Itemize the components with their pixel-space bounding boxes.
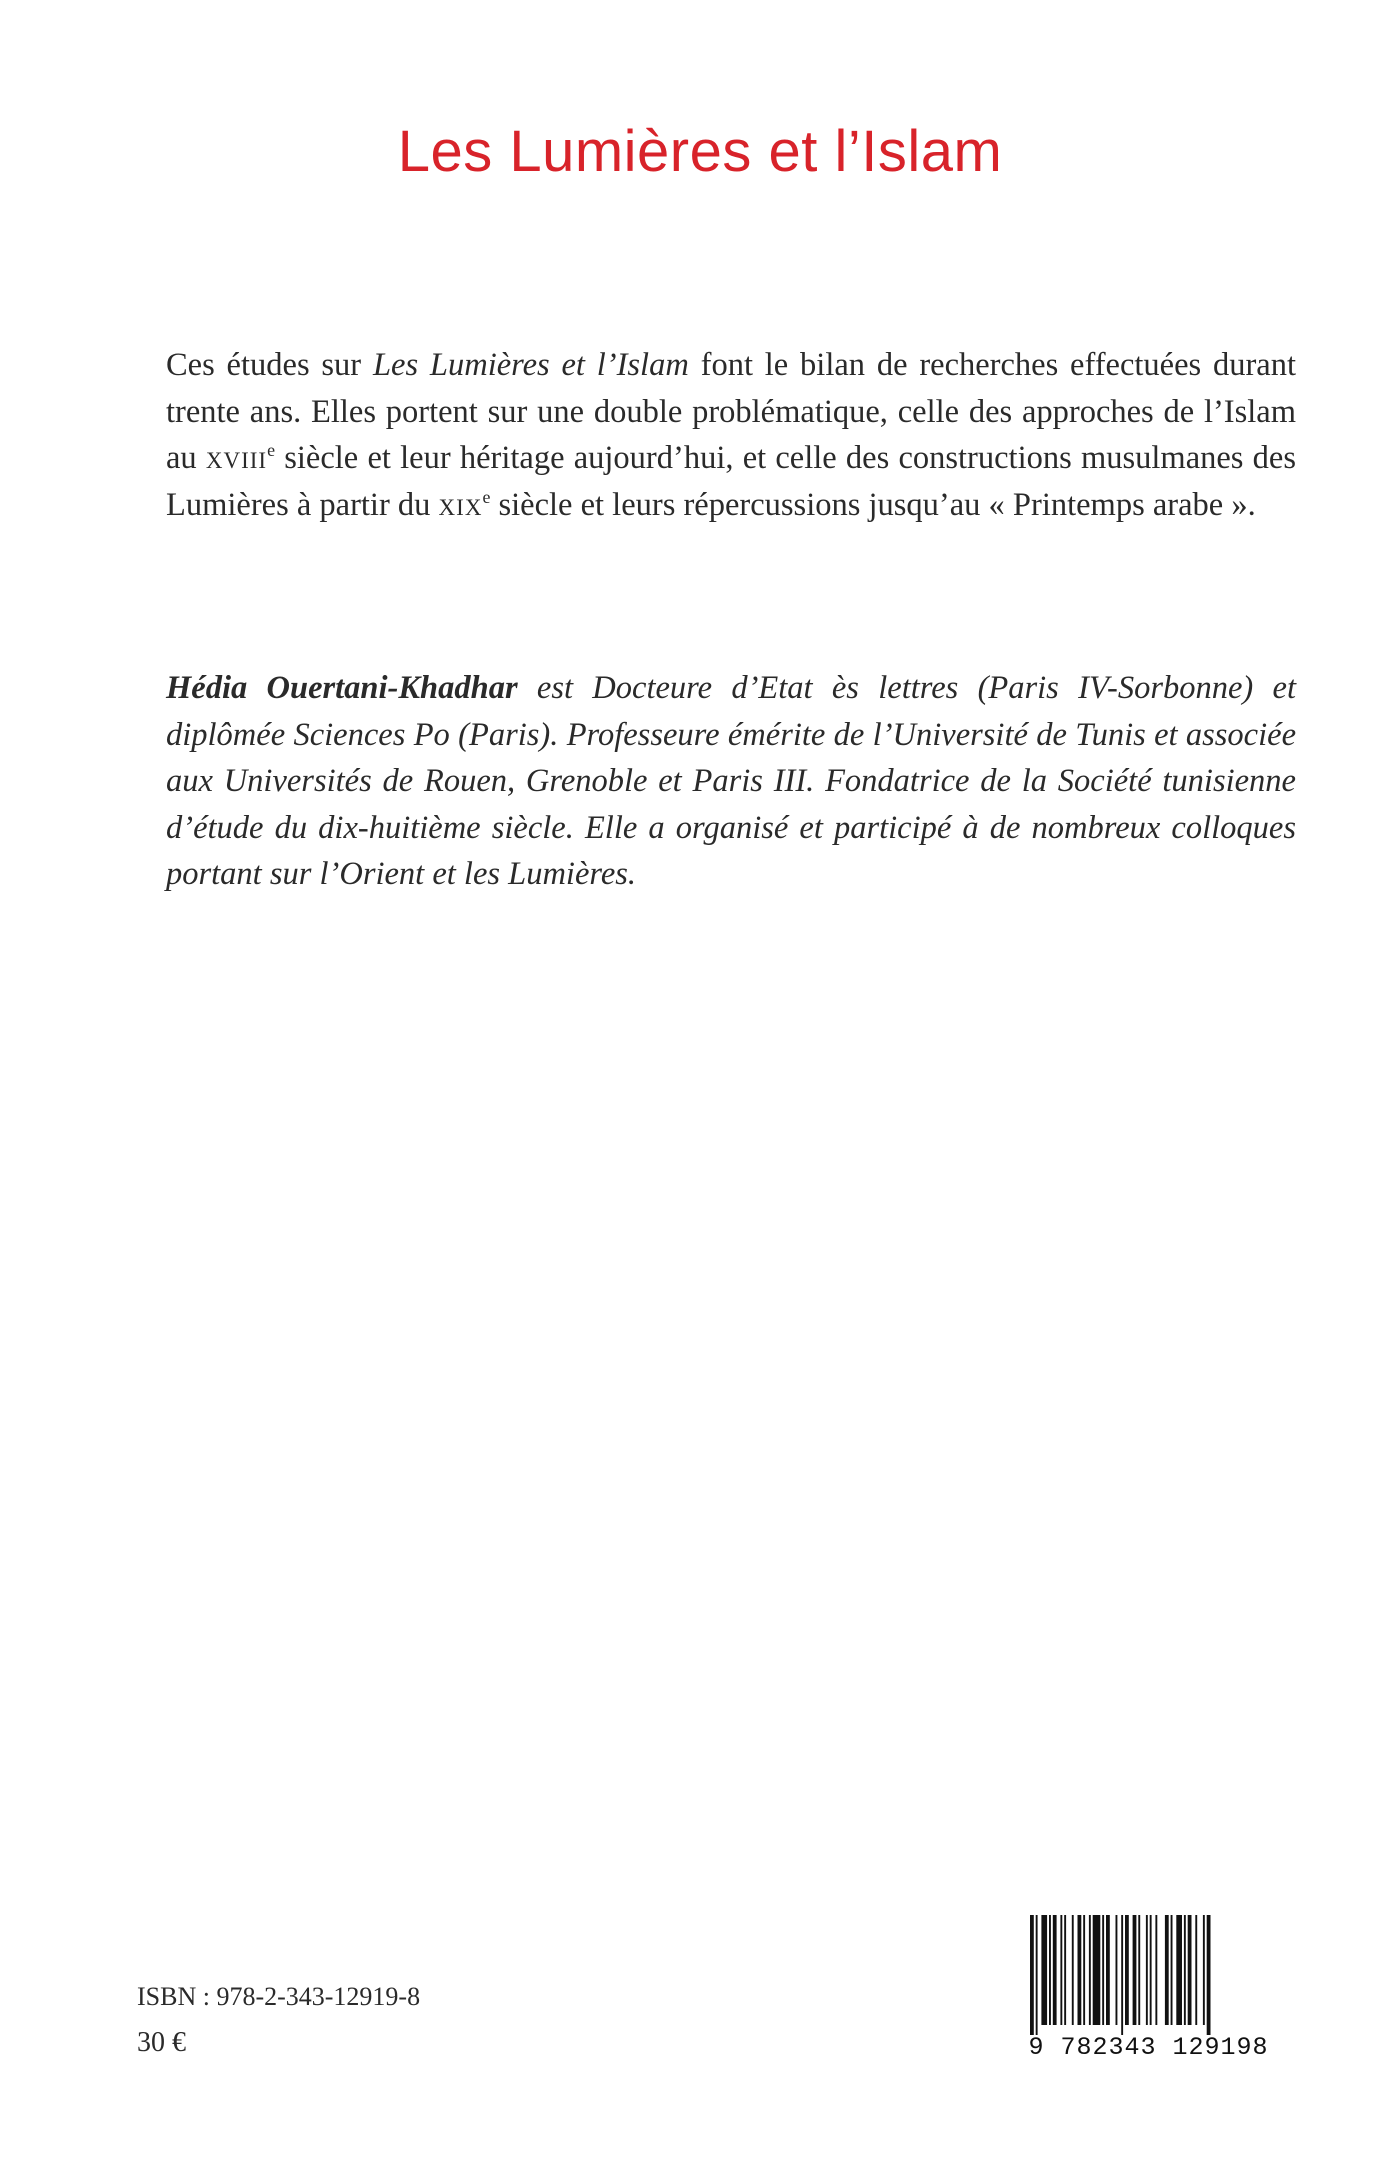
- barcode-bar: [1089, 1915, 1091, 2025]
- barcode-bar: [1188, 1915, 1192, 2025]
- isbn: ISBN : 978-2-343-12919-8: [137, 1982, 421, 2011]
- century-18-sup: e: [267, 440, 276, 461]
- barcode-bar: [1155, 1915, 1157, 2025]
- barcode-bar: [1176, 1915, 1182, 2025]
- barcode: [1026, 1915, 1271, 2063]
- barcode-bar: [1036, 1915, 1038, 2035]
- century-19: xix: [438, 486, 483, 523]
- barcode-bar: [1072, 1915, 1074, 2025]
- author-bio-text: est Docteure d’Etat ès lettres (Paris IV-Sorbonne) et diplômée Sciences Po (Paris). Professeure émérite de l’Université de Tunis et associée aux Universités de Rouen, Grenoble et Paris III. Fondatrice de la Société tunisienne d’étude du dix-huitième siècle. Elle a organisé et participé à de nombreux colloques portant sur l’Orient et les Lumières.: [166, 670, 1296, 892]
- barcode-bar: [1049, 1915, 1051, 2025]
- barcode-bar: [1146, 1915, 1148, 2025]
- century-18: xviii: [205, 440, 268, 476]
- barcode-bar: [1121, 1915, 1123, 2035]
- century-19-sup: e: [482, 486, 491, 507]
- barcode-bar: [1116, 1915, 1118, 2025]
- barcode-digits: 9 782343 129198: [1028, 2033, 1269, 2062]
- barcode-bar: [1030, 1915, 1034, 2035]
- barcode-bar: [1125, 1915, 1129, 2025]
- barcode-bar: [1133, 1915, 1137, 2025]
- barcode-bar: [1106, 1915, 1110, 2025]
- summary-paragraph: [166, 342, 1296, 528]
- barcode-bar: [1150, 1915, 1152, 2025]
- author-bio: [166, 665, 1296, 898]
- barcode-bar: [1102, 1915, 1104, 2025]
- barcode-bar: [1053, 1915, 1057, 2025]
- barcode-bar: [1083, 1915, 1085, 2025]
- summary-text-1: Ces études sur: [166, 347, 373, 383]
- barcode-bar: [1195, 1915, 1197, 2025]
- summary-text-2: font le bilan de recherches effectuées durant trente ans. Elles portent sur une double problématique, celle des approches de l’Islam au: [166, 347, 1296, 476]
- author-name: Hédia Ouertani-Khadhar: [166, 670, 518, 706]
- summary-text-3: siècle et leur héritage aujourd’hui, et celle des constructions musulmanes des Lumières à partir du: [166, 440, 1296, 523]
- price: 30 €: [137, 2027, 186, 2058]
- barcode-bar: [1184, 1915, 1186, 2025]
- barcode-bar: [1078, 1915, 1082, 2025]
- barcode-bar: [1064, 1915, 1066, 2025]
- book-title: Les Lumières et l’Islam: [397, 119, 1003, 184]
- barcode-bar: [1203, 1915, 1205, 2025]
- barcode-bar: [1060, 1915, 1062, 2025]
- barcode-bar: [1093, 1915, 1101, 2025]
- barcode-bar: [1041, 1915, 1047, 2025]
- summary-title-italic: Les Lumières et l’Islam: [372, 347, 689, 383]
- barcode-bar: [1165, 1915, 1169, 2025]
- barcode-bar: [1171, 1915, 1173, 2025]
- barcode-bar: [1138, 1915, 1140, 2025]
- barcode-bars-icon: [1026, 1915, 1271, 2035]
- barcode-bar: [1207, 1915, 1211, 2035]
- summary-text-4: siècle et leurs répercussions jusqu’au « Printemps arabe ».: [490, 486, 1256, 523]
